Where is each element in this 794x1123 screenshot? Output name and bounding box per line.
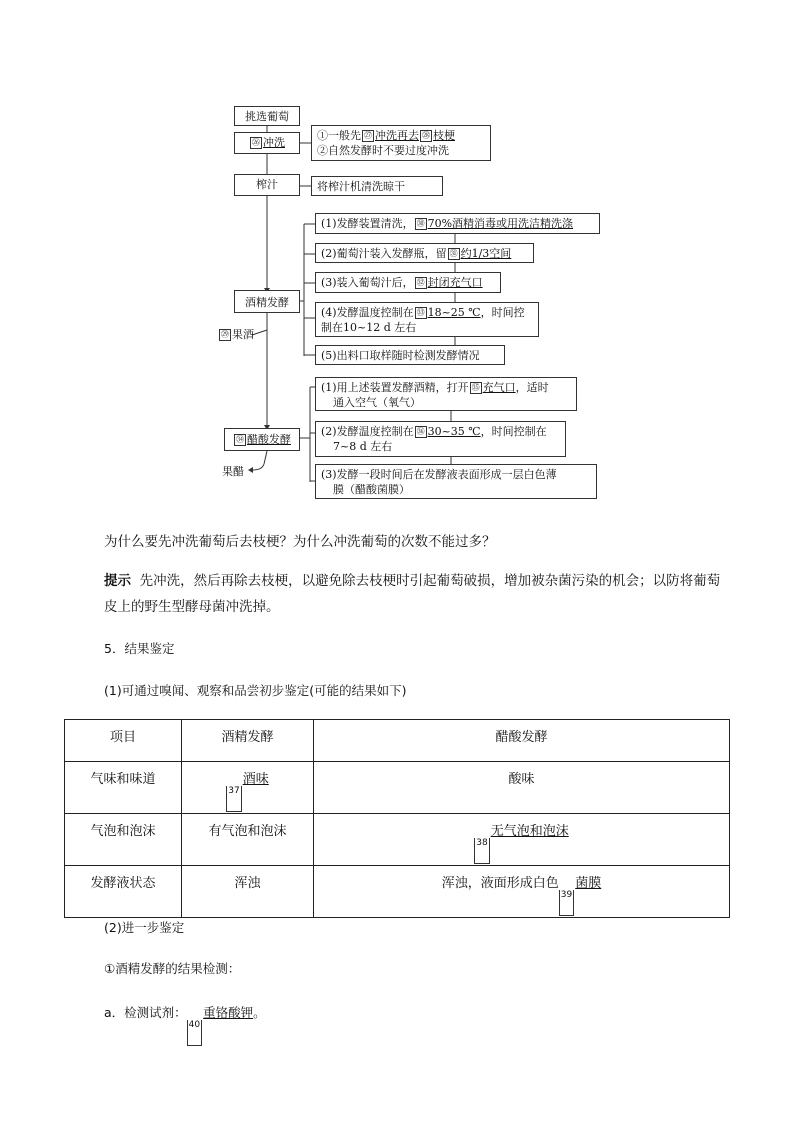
text: ，适时 [515, 381, 549, 394]
header-cell: 酒精发酵 [182, 720, 314, 762]
line: 通入空气（氧气） [333, 396, 421, 409]
text: ①一般先 [317, 129, 361, 142]
flow-step-rinse [234, 132, 300, 154]
text: (3)装入葡萄汁后， [321, 276, 414, 289]
line [321, 424, 560, 439]
text: 浑浊，液面形成白色 [441, 876, 559, 891]
answer-number: ㉚ [416, 219, 425, 228]
sub-heading-2-1: ①酒精发酵的结果检测： [104, 961, 241, 976]
branch-label: 果酒 [232, 328, 254, 341]
flow-step-label: 挑选葡萄 [245, 110, 289, 123]
branch-fruit-vinegar: 果醋 [222, 465, 244, 478]
flow-step-select-grapes [234, 106, 300, 126]
header-cell: 醋酸发酵 [314, 720, 730, 762]
rinse-note-line1 [317, 128, 485, 143]
table-cell: 浑浊 [182, 866, 314, 918]
table-cell [314, 866, 730, 918]
text: (2)葡萄汁装入发酵瓶，留 [321, 247, 447, 260]
answer-number: ㉜ [416, 278, 425, 287]
line: 制在10~12 d 左右 [321, 321, 417, 334]
table-row [65, 814, 730, 866]
alc-step-1 [315, 213, 600, 234]
text: a．检测试剂： [104, 1005, 187, 1020]
answer-number: 39 [559, 890, 574, 916]
line [321, 380, 571, 395]
line: 膜（醋酸菌膜） [333, 483, 410, 496]
rinse-note-box [311, 125, 491, 161]
hint-text: 先冲洗，然后再除去枝梗，以避免除去枝梗时引起葡萄破损，增加被杂菌污染的机会；以防将葡萄皮上的野生型酵母菌冲洗掉。 [104, 573, 721, 615]
hint-label: 提示 [104, 573, 131, 589]
table-row [65, 866, 730, 918]
flow-step-label: 酒精发酵 [245, 296, 289, 309]
text: (4)发酵温度控制在 [321, 306, 414, 319]
flow-step-acetic-fermentation [224, 428, 300, 451]
answer-text: 充气口 [482, 381, 516, 394]
line [321, 305, 533, 320]
alc-step-5 [315, 345, 505, 365]
section-heading: 5．结果鉴定 [104, 641, 175, 656]
juice-note: 将榨汁机清洗晾干 [317, 180, 405, 193]
answer-number: 40 [187, 1020, 202, 1046]
text: (1)用上述装置发酵酒精，打开 [321, 381, 469, 394]
sub-heading-2: (2)进一步鉴定 [104, 920, 185, 935]
branch-fruit-wine [218, 326, 254, 342]
flow-step-juice [234, 174, 300, 196]
answer-number: ㉘ [422, 131, 430, 140]
answer-text: 无气泡和泡沫 [490, 824, 569, 839]
answer-number: ㉗ [364, 131, 372, 140]
answer-number: 38 [474, 838, 489, 864]
answer-text: 菌膜 [575, 876, 602, 891]
header-cell: 项目 [65, 720, 182, 762]
answer-number: ㉙ [221, 330, 229, 339]
text: ，时间控制在 [480, 425, 547, 438]
flow-step-label: 榨汁 [256, 178, 278, 191]
table-cell: 发酵液状态 [65, 866, 182, 918]
line: 7~8 d 左右 [333, 440, 393, 453]
vin-step-1 [315, 377, 577, 411]
answer-number: ㉝ [416, 308, 425, 317]
answer-text: 30~35 ℃ [427, 425, 481, 438]
answer-number: ㉛ [449, 249, 458, 258]
answer-number: ㊱ [416, 427, 425, 436]
answer-number: ㉖ [252, 138, 260, 147]
text: (5)出料口取样随时检测发酵情况 [321, 349, 480, 362]
flow-step-label: 醋酸发酵 [247, 433, 291, 446]
reagent-line [104, 1004, 266, 1046]
table-cell: 气泡和泡沫 [65, 814, 182, 866]
answer-number: 37 [226, 786, 241, 812]
answer-text: 重铬酸钾 [203, 1005, 254, 1020]
alc-step-2 [315, 243, 534, 263]
table-cell [182, 762, 314, 814]
hint-paragraph [104, 568, 724, 620]
result-table [64, 719, 730, 918]
text: 。 [253, 1005, 266, 1020]
answer-text: 18~25 ℃ [427, 306, 481, 319]
answer-text: 酒味 [242, 772, 269, 787]
answer-number: ㉟ [471, 383, 480, 392]
flow-step-label: 冲洗 [263, 136, 285, 149]
question: 为什么要先冲洗葡萄后去枝梗？为什么冲洗葡萄的次数不能过多？ [104, 534, 496, 550]
table-header-row [65, 720, 730, 762]
juice-note-box [311, 176, 443, 196]
answer-text: 约1/3空间 [460, 247, 512, 260]
sub-heading-1: (1)可通过嗅闻、观察和品尝初步鉴定(可能的结果如下) [104, 683, 407, 698]
vin-step-3 [315, 464, 597, 499]
flow-step-alcohol-fermentation [234, 290, 300, 313]
rinse-note-line2: ②自然发酵时不要过度冲洗 [317, 144, 449, 157]
text: (2)发酵温度控制在 [321, 425, 414, 438]
table-cell: 有气泡和泡沫 [182, 814, 314, 866]
alc-step-4 [315, 302, 539, 337]
line: (3)发酵一段时间后在发酵液表面形成一层白色薄 [321, 468, 557, 481]
table-row [65, 762, 730, 814]
answer-text: 枝梗 [433, 129, 455, 142]
text: (1)发酵装置清洗， [321, 217, 414, 230]
table-cell [314, 814, 730, 866]
table-cell: 气味和味道 [65, 762, 182, 814]
vin-step-2 [315, 421, 566, 457]
text: ，时间控 [480, 306, 525, 319]
answer-number: ㉞ [236, 435, 244, 444]
alc-step-3 [315, 272, 501, 293]
table-cell: 酸味 [314, 762, 730, 814]
answer-text: 冲洗再去 [375, 129, 419, 142]
answer-text: 70%酒精消毒或用洗洁精洗涤 [427, 217, 574, 230]
answer-text: 封闭充气口 [427, 276, 483, 289]
